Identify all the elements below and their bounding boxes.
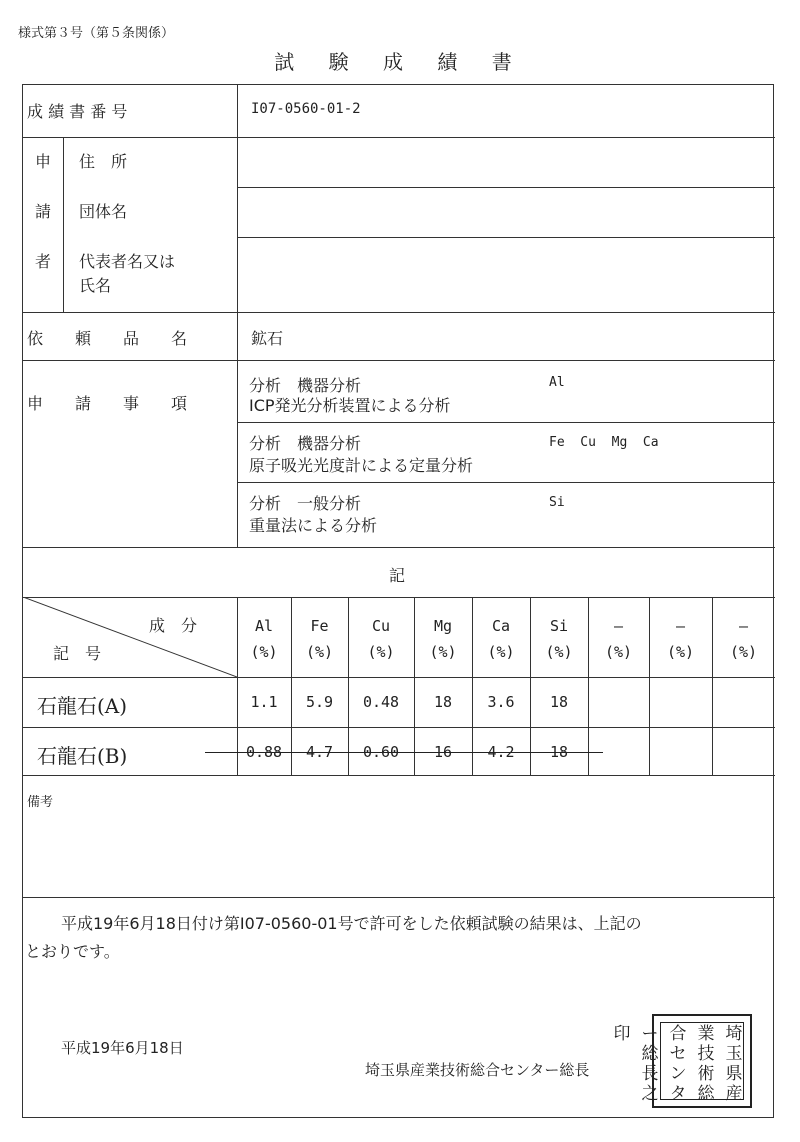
seal-character: 術 <box>697 1064 715 1084</box>
organization-label: 団体名 <box>79 202 128 221</box>
column-header-name: — <box>613 617 624 635</box>
requested-item-value: 鉱石 <box>251 329 284 348</box>
result-value: 4.2 <box>487 743 515 761</box>
column-header-name: Fe <box>310 617 329 635</box>
seal-character: 合 <box>669 1024 687 1044</box>
seal-character: タ <box>669 1084 687 1104</box>
result-value: 0.48 <box>362 693 400 711</box>
column-header-name: Ca <box>491 617 511 635</box>
result-value: 16 <box>433 743 453 761</box>
request-1-line1: 分析 機器分析 <box>249 376 362 395</box>
applicant-label-2: 請 <box>35 202 52 221</box>
corner-diagonal <box>23 597 237 677</box>
seal-character: 産 <box>725 1084 743 1104</box>
column-header-name: — <box>675 617 686 635</box>
column-header-name: Mg <box>433 617 453 635</box>
applicant-label-1: 申 <box>35 152 52 171</box>
sample-label: 石龍石(A) <box>37 694 128 718</box>
column-header-name: Cu <box>371 617 391 635</box>
applicant-label-3: 者 <box>35 252 52 271</box>
request-2-line2: 原子吸光光度計による定量分析 <box>249 456 474 475</box>
result-value: 1.1 <box>250 693 278 711</box>
column-header-unit: (%) <box>604 643 633 661</box>
requested-item-label: 依 頼 品 名 <box>27 329 188 348</box>
form-number-note: 様式第３号（第５条関係） <box>18 26 175 41</box>
column-header-unit: (%) <box>729 643 758 661</box>
result-value: 18 <box>433 693 453 711</box>
seal-character: ー <box>641 1024 659 1044</box>
column-header-unit: (%) <box>367 643 395 661</box>
column-header-name: Si <box>549 617 569 635</box>
column-header-unit: (%) <box>250 643 278 661</box>
column-header-unit: (%) <box>429 643 457 661</box>
request-1-elements: Al <box>549 375 565 390</box>
request-3-line2: 重量法による分析 <box>249 516 378 535</box>
request-2-line1: 分析 機器分析 <box>249 434 362 453</box>
request-2-elements: Fe Cu Mg Ca <box>549 435 659 450</box>
seal-character: 埼 <box>725 1024 743 1044</box>
seal-character: 業 <box>697 1024 715 1044</box>
seal-character: ン <box>669 1064 687 1084</box>
seal-character: 総 <box>641 1044 659 1064</box>
ki-heading: 記 <box>389 566 406 585</box>
result-value: 4.7 <box>305 743 334 761</box>
statement-line1: 平成19年6月18日付け第I07-0560-01号で許可をした依頼試験の結果は、上記の <box>61 914 642 933</box>
report-number-label: 成 績 書 番 号 <box>27 102 128 121</box>
remarks-label: 備考 <box>27 795 54 810</box>
column-header-unit: (%) <box>487 643 515 661</box>
result-value: 18 <box>549 743 569 761</box>
issue-date: 平成19年6月18日 <box>61 1039 184 1057</box>
result-value: 18 <box>549 693 569 711</box>
result-value: 0.88 <box>245 743 283 761</box>
corner-component-label: 成 分 <box>149 616 198 635</box>
seal-character: 県 <box>725 1064 743 1084</box>
issuer-name: 埼玉県産業技術総合センター総長 <box>365 1061 590 1079</box>
seal-character: 之 <box>641 1084 659 1104</box>
address-label: 住 所 <box>79 152 128 171</box>
document-title: 試 験 成 績 書 <box>274 50 526 74</box>
column-header-unit: (%) <box>305 643 334 661</box>
representative-label-line1: 代表者名又は <box>79 252 176 271</box>
statement-line2: とおりです。 <box>25 942 120 961</box>
seal-character: 玉 <box>725 1044 743 1064</box>
request-3-line1: 分析 一般分析 <box>249 494 362 513</box>
result-value: 5.9 <box>305 693 334 711</box>
strikethrough-line <box>205 752 603 753</box>
seal-character: 総 <box>697 1084 715 1104</box>
seal-character: 長 <box>641 1064 659 1084</box>
seal-character: 技 <box>697 1044 715 1064</box>
official-seal <box>613 1014 752 1108</box>
result-value: 3.6 <box>487 693 515 711</box>
column-header-unit: (%) <box>545 643 573 661</box>
column-header-name: Al <box>254 617 274 635</box>
request-3-elements: Si <box>549 495 565 510</box>
column-header-unit: (%) <box>666 643 695 661</box>
request-label: 申 請 事 項 <box>27 394 188 413</box>
corner-symbol-label: 記 号 <box>53 644 102 663</box>
report-number-value: I07-0560-01-2 <box>251 101 361 117</box>
seal-character: 印 <box>613 1024 631 1044</box>
column-header-name: — <box>738 617 749 635</box>
seal-character: セ <box>669 1044 687 1064</box>
result-value: 0.60 <box>362 743 400 761</box>
request-1-line2: ICP発光分析装置による分析 <box>249 396 451 415</box>
report-frame <box>22 84 774 1118</box>
sample-label: 石龍石(B) <box>37 744 128 768</box>
representative-label-line2: 氏名 <box>79 276 112 295</box>
